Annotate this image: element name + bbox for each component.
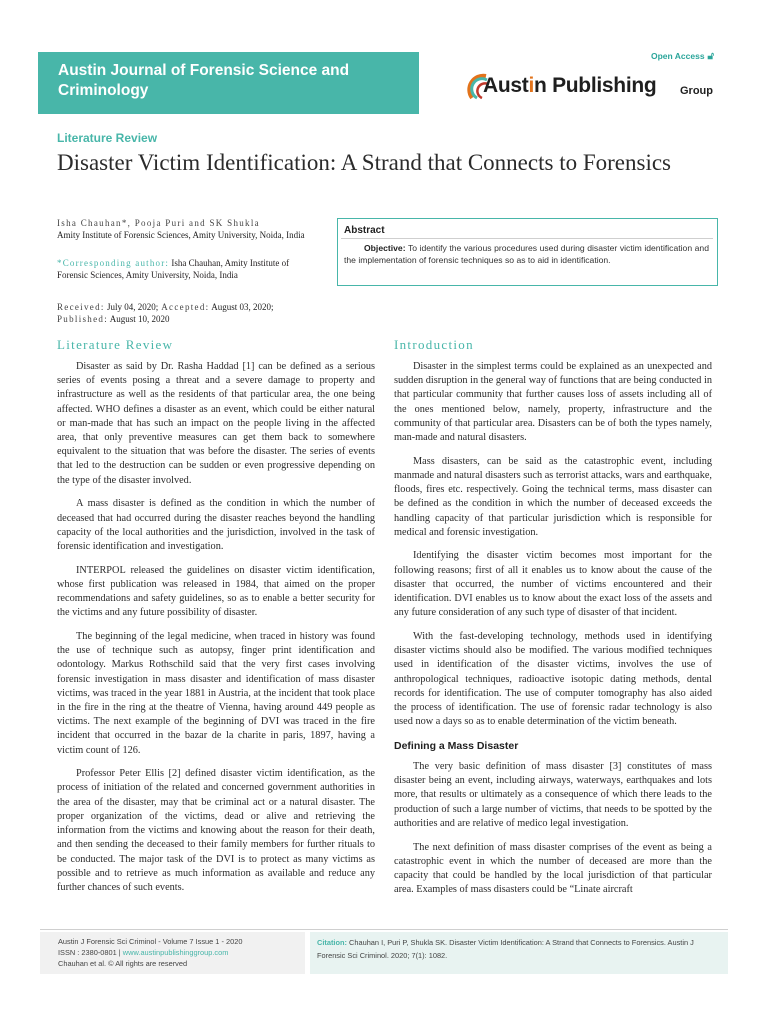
received-label: Received: [57, 302, 105, 312]
paragraph: The next definition of mass disaster comprises of the event as being a catastrophic event in which the number of deceased are more than the capacity that could be handled by the local jurisdiction of that particular area. Examples of mass disasters could be “Linate aircraft [394, 841, 712, 896]
paragraph: Disaster in the simplest terms could be explained as an unexpected and sudden disruption in the general way of functions that are being conducted in that particular community that further causes loss of assets including all of the ones mentioned below, namely, property, infrastructure and the community of that particular area. Disasters can be of both the types namely, man-made and natural disasters. [394, 361, 712, 444]
footer-volume: Austin J Forensic Sci Criminol - Volume 7 Issue 1 - 2020 [58, 937, 243, 946]
paragraph: INTERPOL released the guidelines on disaster victim identification, whose first publication was released in 1984, that aimed on the proper recommendations and safety guidelines, so as to enable a better security for the victims and any future possibility of disaster. [57, 564, 375, 619]
paragraph: A mass disaster is defined as the condition in which the number of deceased that had occurred during the disaster reaches beyond the handling capacity of the local authorities and the jurisdiction, involved in the task of forensic identification and investigation. [57, 498, 375, 552]
open-lock-icon: 🔓︎ [707, 51, 715, 62]
left-column [57, 360, 375, 905]
corresponding-author [57, 257, 317, 281]
publisher-website-link[interactable]: www.austinpublishinggroup.com [122, 948, 229, 957]
paragraph: The beginning of the legal medicine, when traced in history was found the use of technique such as autopsy, finger print identification and odontology. Markus Rothschild said that the very first cases involving forensic investigation in mass disaster and identification of mass disaster victims, was traced in the year 1881 in Austria, at the incident that took place in the fire in the ring at the theatre of Vienna, having around 449 people as victims. The next example of the beginning of DVI was traced in the fire incident that occurred in the bazar de la charite in paris, 1897, having a victim count of 126. [57, 630, 375, 756]
published-date: August 10, 2020 [108, 314, 170, 324]
citation-label: Citation: [317, 938, 347, 947]
paragraph: Professor Peter Ellis [2] defined disaster victim identification, as the process of initiation of the related and concerned government authorities in the area of the disaster, may that be criminal act or a natural disaster. The proper organization of the victims, dead or alive and retrieving the information from the victims and knowing about the reason for their death, and then sending the deceased to their family members for further rituals to be conducted. The major task of the DVI is to protect as many victims as possible and to retrieve as much information as available and reduce any further chances of such events. [57, 768, 375, 893]
citation [317, 936, 722, 962]
accepted-date: August 03, 2020; [209, 302, 274, 312]
accepted-label: Accepted: [158, 302, 210, 312]
open-access-label [651, 51, 714, 62]
paragraph: Mass disasters, can be said as the catastrophic event, including manmade and natural disasters such as terrorist attacks, wars and earthquake, floods, fires etc. respectively. Going the technical terms, mass disaster can be defined as the condition in which the number of deceased exceeds the handling capacity of that particular jurisdiction which is responsible for medical and forensic investigation. [394, 455, 712, 538]
abstract-text: To identify the various procedures used during disaster victim identification and the implementation of forensic techniques so as to aid in identification. [344, 243, 709, 265]
paragraph: Disaster as said by Dr. Rasha Haddad [1] can be defined as a serious series of events posing a threat and a severe damage to property and infrastructure as well as the residents of that particular area, the one being affected. WHO defines a disaster as an event, which could be either natural or man-made that has such an impact on the people living in the affected area, that only preventive measures can get them back to somewhere equivalent to the situation that was before the disaster. The series of events that led to the destruction can be sudden or even progressive depending on the type of the disaster involved. [57, 361, 375, 486]
citation-text: Chauhan I, Puri P, Shukla SK. Disaster Victim Identification: A Strand that Connects to Forensics. Austin J Forensic Sci Criminol. 2020; 7(1): 1082. [317, 938, 694, 960]
open-access-text: Open Access [651, 51, 705, 61]
abstract-keyword: Objective: [364, 243, 406, 253]
right-column [394, 360, 712, 907]
footer-divider [40, 929, 728, 930]
author-list: Isha Chauhan*, Pooja Puri and SK Shukla [57, 218, 260, 228]
corresponding-label: *Corresponding author: [57, 258, 170, 268]
received-date: July 04, 2020; [104, 302, 159, 312]
subsection-heading: Defining a Mass Disaster [394, 739, 519, 752]
logo-part-2: n Publishing [534, 74, 657, 97]
published-label: Published: [57, 314, 109, 324]
author-affiliation: Amity Institute of Forensic Sciences, Amity University, Noida, India [57, 230, 305, 240]
corresponding-text: Isha Chauhan, Amity Institute of Forensic Sciences, Amity University, Noida, India [57, 258, 290, 280]
publisher-group-label: Group [680, 85, 713, 97]
abstract-divider [341, 238, 713, 239]
footer-copyright: Chauhan et al. © All rights are reserved [58, 959, 188, 968]
abstract-heading: Abstract [344, 225, 385, 236]
journal-title: Austin Journal of Forensic Science and Criminology [58, 62, 350, 99]
section-label: Literature Review [57, 131, 158, 145]
footer-issn [58, 947, 242, 958]
footer-issn-text: ISSN : 2380-0801 | [58, 948, 123, 957]
paragraph: With the fast-developing technology, methods used in identifying disaster victims should also be modified. The various modified techniques used in identification of the disaster victims, involves the use of anthropological techniques, radioactive isotopic dating methods, dental records for identification. The use of computer tomography has also aided the process of identification. The use of forensic radar technology is also used now a days so as to enable determination of the victim beneath. [394, 630, 712, 728]
logo-part-1: Aust [483, 74, 529, 97]
paragraph: The very basic definition of mass disaster [3] constitutes of mass disaster being an event, including airways, waterways, earthquakes and lots more, that results or ultimately as a consequence of which there leads to the production of such a large number of victims, that needs to be spotted by the authorities and are relative of medico legal investigation. [394, 761, 712, 829]
article-dates [57, 301, 327, 325]
article-title: Disaster Victim Identification: A Strand that Connects to Forensics [57, 150, 671, 175]
publisher-logo-text [483, 74, 656, 98]
paragraph: Identifying the disaster victim becomes most important for the following reasons; first of all it enables us to know about the cause of the disaster that occurred, the number of victims encountered and their identification. DVI enables us to know about the exact loss of the assets and any future consideration of any such type of disaster of that incident. [394, 550, 712, 619]
logo-part-accent: i [528, 74, 535, 97]
abstract-body [344, 242, 709, 266]
footer-info [58, 936, 242, 969]
introduction-heading: Introduction [394, 337, 474, 352]
literature-review-heading: Literature Review [57, 337, 174, 352]
